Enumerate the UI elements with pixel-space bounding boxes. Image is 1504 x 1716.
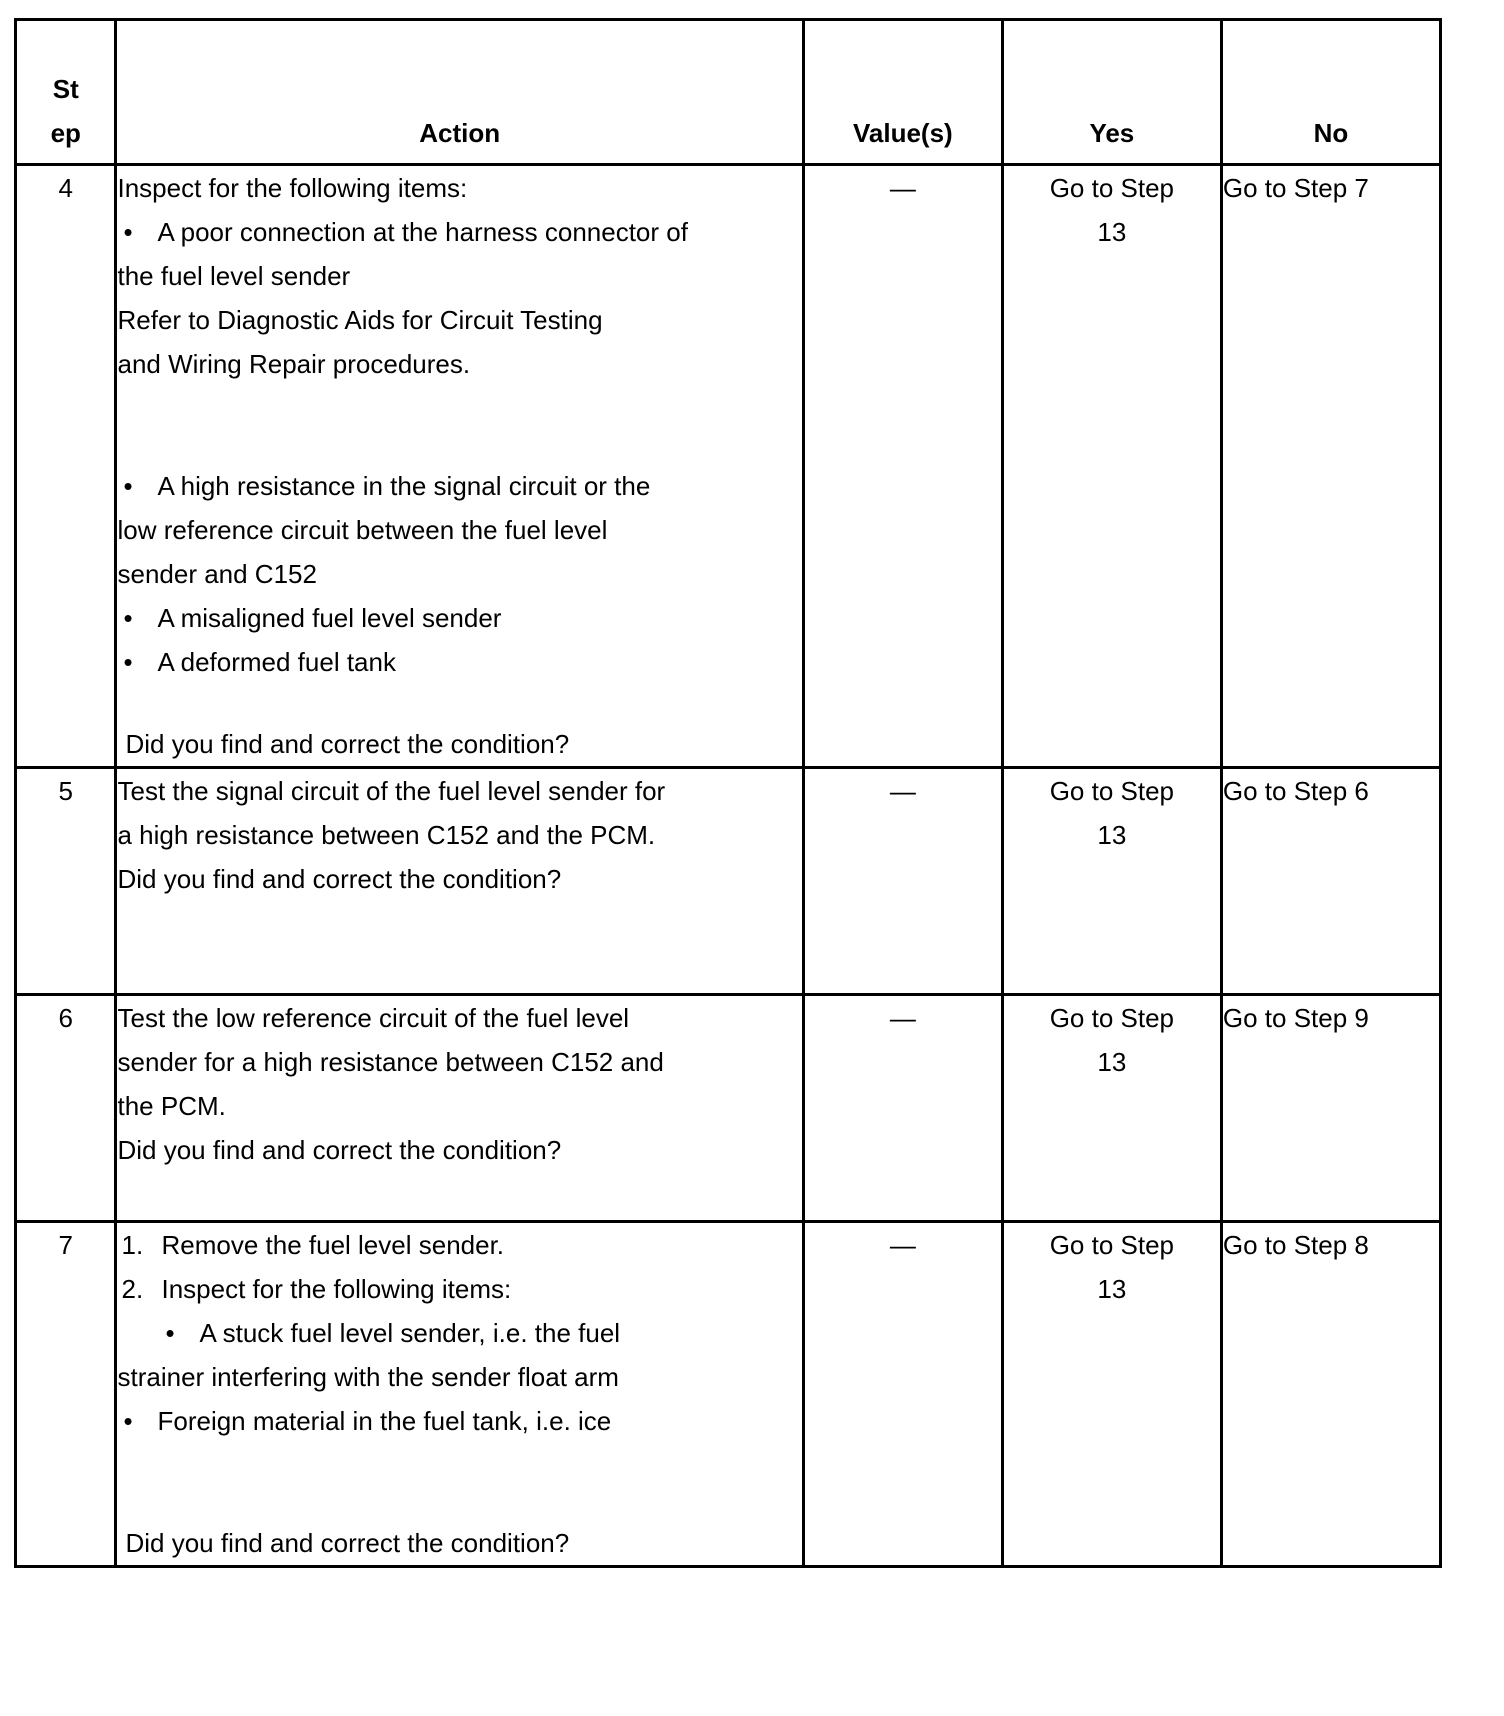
table-row — [16, 1222, 1441, 1567]
yes-step-number: 13 — [1097, 1047, 1127, 1077]
value-dash: — — [889, 1230, 916, 1260]
step-number: 5 — [16, 768, 116, 995]
action-line: the PCM. — [117, 1091, 226, 1121]
item-number: 1. — [121, 1230, 144, 1260]
value-dash: — — [889, 776, 916, 806]
no-cell: Go to Step 6 — [1221, 768, 1440, 995]
action-line: Refer to Diagnostic Aids for Circuit Testing — [117, 305, 603, 335]
action-cell — [116, 768, 803, 995]
yes-step-number: 13 — [1097, 1274, 1127, 1304]
action-line: Test the signal circuit of the fuel level sender for — [117, 776, 666, 806]
yes-cell — [1002, 1222, 1221, 1567]
numbered-item — [117, 1223, 801, 1267]
yes-text: Go to Step — [1049, 1003, 1175, 1033]
item-text: Remove the fuel level sender. — [161, 1230, 505, 1260]
action-column-header: Action — [116, 20, 803, 165]
action-cell — [116, 995, 803, 1222]
question-line: Did you find and correct the condition? — [125, 729, 570, 759]
values-column-header: Value(s) — [803, 20, 1002, 165]
table-row — [16, 768, 1441, 995]
action-line: a high resistance between C152 and the PCM. — [117, 820, 656, 850]
question-line: Did you find and correct the condition? — [117, 864, 562, 894]
no-cell: Go to Step 9 — [1221, 995, 1440, 1222]
yes-cell — [1002, 995, 1221, 1222]
action-line: strainer interfering with the sender float arm — [117, 1362, 619, 1392]
action-line: the fuel level sender — [117, 261, 351, 291]
action-line: Inspect for the following items: — [117, 173, 468, 203]
step-number: 4 — [16, 165, 116, 768]
yes-text: Go to Step — [1049, 173, 1175, 203]
step-header-line1: St — [52, 74, 79, 104]
action-line: sender and C152 — [117, 559, 317, 589]
step-number: 6 — [16, 995, 116, 1222]
value-dash: — — [889, 1003, 916, 1033]
value-cell — [803, 768, 1002, 995]
value-cell — [803, 165, 1002, 768]
yes-cell — [1002, 165, 1221, 768]
no-cell: Go to Step 8 — [1221, 1222, 1440, 1567]
yes-text: Go to Step — [1049, 776, 1175, 806]
step-header-line2: ep — [50, 118, 81, 148]
bullet-item: • A high resistance in the signal circuit or the — [117, 464, 801, 508]
table-row — [16, 165, 1441, 768]
yes-cell — [1002, 768, 1221, 995]
item-number: 2. — [121, 1274, 144, 1304]
header-row — [16, 20, 1441, 165]
step-number: 7 — [16, 1222, 116, 1567]
step-column-header — [16, 20, 116, 165]
table-row — [16, 995, 1441, 1222]
action-line: low reference circuit between the fuel level — [117, 515, 608, 545]
question-line: Did you find and correct the condition? — [125, 1528, 570, 1558]
spacer — [117, 684, 801, 722]
bullet-item: • A stuck fuel level sender, i.e. the fuel — [117, 1311, 801, 1355]
value-dash: — — [889, 173, 916, 203]
yes-column-header: Yes — [1002, 20, 1221, 165]
value-cell — [803, 1222, 1002, 1567]
diagnostic-table — [14, 18, 1442, 1568]
bullet-item: • A deformed fuel tank — [117, 640, 801, 684]
item-text: Inspect for the following items: — [161, 1274, 512, 1304]
no-column-header: No — [1221, 20, 1440, 165]
spacer — [117, 386, 801, 464]
action-line: sender for a high resistance between C152 and — [117, 1047, 664, 1077]
question-line: Did you find and correct the condition? — [117, 1135, 562, 1165]
value-cell — [803, 995, 1002, 1222]
action-line: Test the low reference circuit of the fuel level — [117, 1003, 630, 1033]
no-cell: Go to Step 7 — [1221, 165, 1440, 768]
action-cell — [116, 165, 803, 768]
bullet-item: • A poor connection at the harness connector of — [117, 210, 801, 254]
action-cell — [116, 1222, 803, 1567]
bullet-item: • A misaligned fuel level sender — [117, 596, 801, 640]
yes-text: Go to Step — [1049, 1230, 1175, 1260]
bullet-item: • Foreign material in the fuel tank, i.e. ice — [117, 1399, 801, 1443]
yes-step-number: 13 — [1097, 217, 1127, 247]
yes-step-number: 13 — [1097, 820, 1127, 850]
numbered-item — [117, 1267, 801, 1311]
spacer — [117, 1443, 801, 1521]
action-line: and Wiring Repair procedures. — [117, 349, 471, 379]
